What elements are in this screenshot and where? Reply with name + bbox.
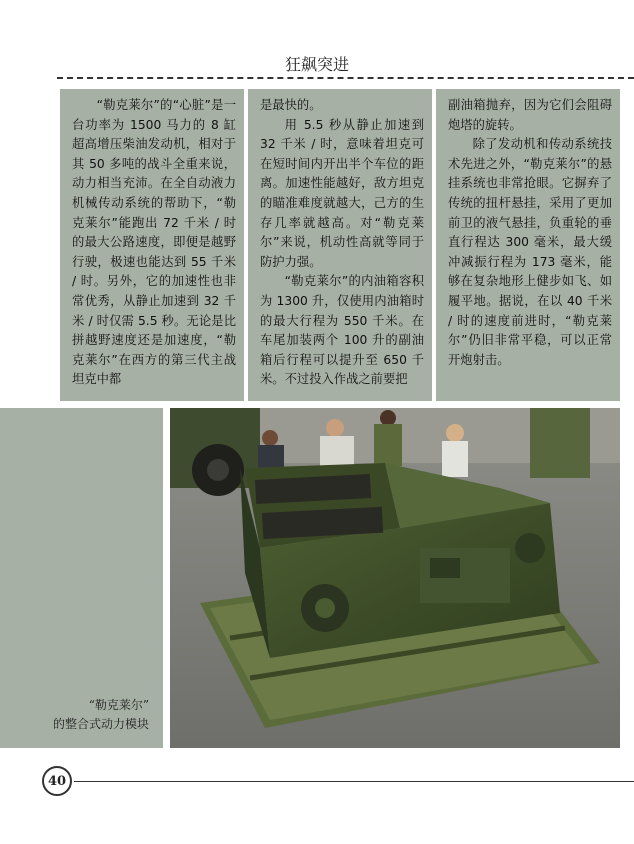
figure-caption <box>53 696 149 734</box>
text-column-2 <box>248 89 432 401</box>
caption-line-2: 的整合式动力模块 <box>52 717 149 731</box>
paragraph: 副油箱抛弃，因为它们会阻碍炮塔的旋转。 <box>448 98 612 132</box>
paragraph: 是最快的。 <box>260 98 322 112</box>
caption-panel <box>0 408 163 748</box>
page-header-title: 狂飙突进 <box>284 55 349 74</box>
header-dashed-rule <box>57 77 634 79</box>
caption-line-1: “勒克莱尔” <box>88 698 149 712</box>
paragraph: 除了发动机和传动系统技术先进之外，“勒克莱尔”的悬挂系统也非常抢眼。它摒弃了传统的扭杆悬挂，采用了更加前卫的液气悬挂，负重轮的垂直行程达 300 毫米，最大缓冲减振行程为 173 毫米，能够在复杂地形上健步如飞、如履平地。据说，在以 40 千米 / 时的速度前进时，“勒克莱尔”仍旧非常平稳，可以正常开炮射击。 <box>448 137 612 367</box>
footer-rule <box>74 781 634 782</box>
paragraph: 用 5.5 秒从静止加速到 32 千米 / 时，意味着坦克可在短时间内开出半个车位的距离。加速性能越好，敌方坦克的瞄准难度就越大，己方的生存几率就越高。对“勒克莱尔”来说，机动性高就等同于防护力强。 <box>260 117 424 269</box>
paragraph: “勒克莱尔”的内油箱容积为 1300 升，仅使用内油箱时的最大行程为 550 千米。在车尾加装两个 100 升的副油箱后行程可以提升至 650 千米。不过投入作战之前要把 <box>260 274 424 387</box>
page-number-badge <box>42 766 72 796</box>
paragraph: “勒克莱尔”的“心脏”是一台功率为 1500 马力的 8 缸超高增压柴油发动机，相对于其 50 多吨的战斗全重来说，动力相当充沛。在全自动液力机械传动系统的帮助下，“勒克莱尔”能跑出 72 千米 / 时的最大公路速度，即便是越野行驶，极速也能达到 55 千米 / 时。另外，它的加速性也非常优秀，从静止加速到 32 千米 / 时仅需 5.5 秒。无论是比拼越野速度还是加速度，“勒克莱尔”在西方的第三代主战坦克中都 <box>72 98 236 387</box>
page-number: 40 <box>47 773 67 789</box>
text-column-1 <box>60 89 244 401</box>
text-column-3 <box>436 89 620 401</box>
power-pack-photo <box>170 408 620 748</box>
photo-illustration <box>170 408 620 748</box>
